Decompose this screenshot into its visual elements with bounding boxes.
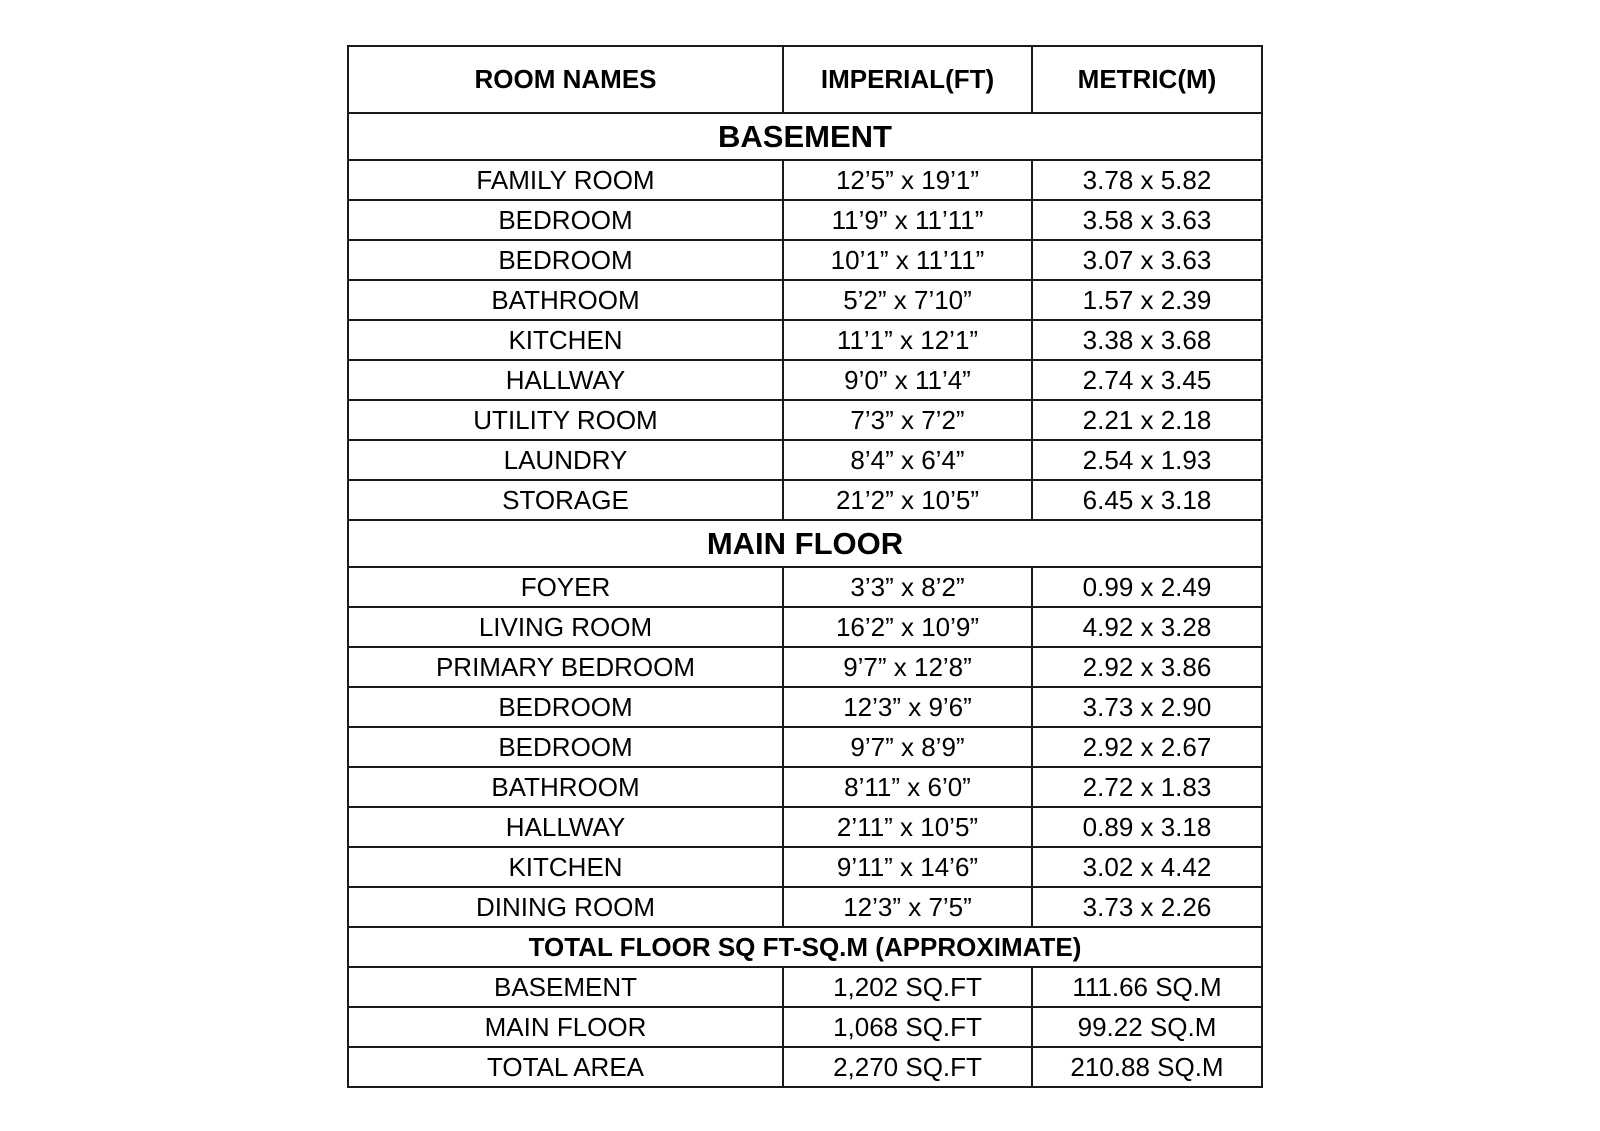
table-row <box>348 807 1262 847</box>
room-name: BEDROOM <box>348 240 783 280</box>
totals-row <box>348 967 1262 1007</box>
total-metric: 210.88 SQ.M <box>1032 1047 1262 1087</box>
metric-dimensions: 4.92 x 3.28 <box>1032 607 1262 647</box>
section-heading-row <box>348 113 1262 160</box>
header-imperial: IMPERIAL(FT) <box>783 46 1032 113</box>
total-label: MAIN FLOOR <box>348 1007 783 1047</box>
imperial-dimensions: 12’3” x 7’5” <box>783 887 1032 927</box>
room-name: KITCHEN <box>348 320 783 360</box>
table-row <box>348 280 1262 320</box>
room-name: BEDROOM <box>348 727 783 767</box>
metric-dimensions: 2.72 x 1.83 <box>1032 767 1262 807</box>
room-dimensions-table <box>347 45 1263 1088</box>
room-name: DINING ROOM <box>348 887 783 927</box>
table-row <box>348 160 1262 200</box>
table-row <box>348 200 1262 240</box>
room-name: LIVING ROOM <box>348 607 783 647</box>
imperial-dimensions: 9’0” x 11’4” <box>783 360 1032 400</box>
room-name: FOYER <box>348 567 783 607</box>
metric-dimensions: 2.92 x 3.86 <box>1032 647 1262 687</box>
imperial-dimensions: 2’11” x 10’5” <box>783 807 1032 847</box>
table-row <box>348 647 1262 687</box>
table-row <box>348 767 1262 807</box>
metric-dimensions: 6.45 x 3.18 <box>1032 480 1262 520</box>
total-imperial: 1,068 SQ.FT <box>783 1007 1032 1047</box>
imperial-dimensions: 11’9” x 11’11” <box>783 200 1032 240</box>
room-name: BATHROOM <box>348 767 783 807</box>
totals-title: TOTAL FLOOR SQ FT-SQ.M (APPROXIMATE) <box>348 927 1262 967</box>
metric-dimensions: 3.58 x 3.63 <box>1032 200 1262 240</box>
imperial-dimensions: 11’1” x 12’1” <box>783 320 1032 360</box>
metric-dimensions: 3.73 x 2.26 <box>1032 887 1262 927</box>
metric-dimensions: 3.78 x 5.82 <box>1032 160 1262 200</box>
table-row <box>348 567 1262 607</box>
table-row <box>348 687 1262 727</box>
imperial-dimensions: 9’7” x 8’9” <box>783 727 1032 767</box>
imperial-dimensions: 12’3” x 9’6” <box>783 687 1032 727</box>
imperial-dimensions: 12’5” x 19’1” <box>783 160 1032 200</box>
metric-dimensions: 2.21 x 2.18 <box>1032 400 1262 440</box>
room-name: BEDROOM <box>348 687 783 727</box>
table-row <box>348 320 1262 360</box>
room-name: BEDROOM <box>348 200 783 240</box>
section-title: MAIN FLOOR <box>348 520 1262 567</box>
table-row <box>348 360 1262 400</box>
metric-dimensions: 3.02 x 4.42 <box>1032 847 1262 887</box>
totals-heading-row <box>348 927 1262 967</box>
metric-dimensions: 3.07 x 3.63 <box>1032 240 1262 280</box>
header-metric: METRIC(M) <box>1032 46 1262 113</box>
room-name: PRIMARY BEDROOM <box>348 647 783 687</box>
total-label: BASEMENT <box>348 967 783 1007</box>
imperial-dimensions: 9’7” x 12’8” <box>783 647 1032 687</box>
room-name: UTILITY ROOM <box>348 400 783 440</box>
table-row <box>348 887 1262 927</box>
total-metric: 99.22 SQ.M <box>1032 1007 1262 1047</box>
room-name: FAMILY ROOM <box>348 160 783 200</box>
room-name: STORAGE <box>348 480 783 520</box>
room-name: KITCHEN <box>348 847 783 887</box>
room-name: LAUNDRY <box>348 440 783 480</box>
metric-dimensions: 0.99 x 2.49 <box>1032 567 1262 607</box>
total-imperial: 2,270 SQ.FT <box>783 1047 1032 1087</box>
imperial-dimensions: 16’2” x 10’9” <box>783 607 1032 647</box>
total-metric: 111.66 SQ.M <box>1032 967 1262 1007</box>
imperial-dimensions: 5’2” x 7’10” <box>783 280 1032 320</box>
imperial-dimensions: 7’3” x 7’2” <box>783 400 1032 440</box>
imperial-dimensions: 9’11” x 14’6” <box>783 847 1032 887</box>
total-imperial: 1,202 SQ.FT <box>783 967 1032 1007</box>
metric-dimensions: 3.73 x 2.90 <box>1032 687 1262 727</box>
section-title: BASEMENT <box>348 113 1262 160</box>
metric-dimensions: 2.74 x 3.45 <box>1032 360 1262 400</box>
metric-dimensions: 2.54 x 1.93 <box>1032 440 1262 480</box>
imperial-dimensions: 21’2” x 10’5” <box>783 480 1032 520</box>
header-room-names: ROOM NAMES <box>348 46 783 113</box>
table-row <box>348 480 1262 520</box>
metric-dimensions: 2.92 x 2.67 <box>1032 727 1262 767</box>
room-name: HALLWAY <box>348 807 783 847</box>
room-name: HALLWAY <box>348 360 783 400</box>
metric-dimensions: 0.89 x 3.18 <box>1032 807 1262 847</box>
table-header-row <box>348 46 1262 113</box>
table-row <box>348 607 1262 647</box>
table-body <box>348 113 1262 1087</box>
totals-row <box>348 1047 1262 1087</box>
table-row <box>348 240 1262 280</box>
totals-row <box>348 1007 1262 1047</box>
metric-dimensions: 3.38 x 3.68 <box>1032 320 1262 360</box>
imperial-dimensions: 8’11” x 6’0” <box>783 767 1032 807</box>
table-row <box>348 440 1262 480</box>
total-label: TOTAL AREA <box>348 1047 783 1087</box>
imperial-dimensions: 3’3” x 8’2” <box>783 567 1032 607</box>
imperial-dimensions: 8’4” x 6’4” <box>783 440 1032 480</box>
section-heading-row <box>348 520 1262 567</box>
imperial-dimensions: 10’1” x 11’11” <box>783 240 1032 280</box>
table-row <box>348 727 1262 767</box>
table-row <box>348 847 1262 887</box>
metric-dimensions: 1.57 x 2.39 <box>1032 280 1262 320</box>
table-row <box>348 400 1262 440</box>
room-name: BATHROOM <box>348 280 783 320</box>
